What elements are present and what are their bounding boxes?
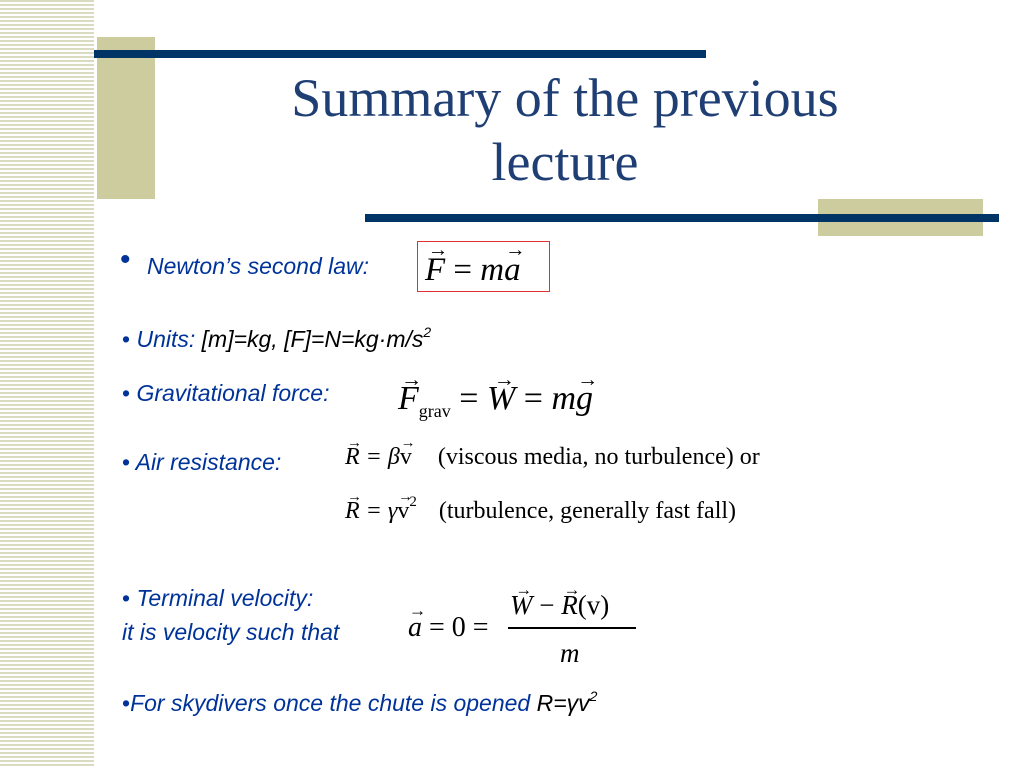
resistance-vector-2: → R xyxy=(345,498,360,525)
resistance-vector: → R xyxy=(345,444,360,471)
bullet-newton: • xyxy=(120,243,131,276)
air-formula-turbulent xyxy=(345,494,736,525)
air-formula-viscous xyxy=(345,444,760,471)
gravity-label: Gravitational force: xyxy=(136,380,330,406)
terminal-numerator xyxy=(510,590,609,621)
terminal-denominator: m xyxy=(560,638,580,668)
title-line-2: lecture xyxy=(491,132,639,192)
gravity-eq2: = xyxy=(523,380,543,417)
viscous-note: (viscous media, no turbulence) or xyxy=(437,444,760,470)
air-line xyxy=(122,449,281,476)
velocity-vector-2: → v xyxy=(397,498,409,525)
force-vector: → F xyxy=(425,252,445,289)
gravity-formula xyxy=(398,380,593,422)
bottom-rule xyxy=(365,214,999,222)
gravity-line xyxy=(122,380,329,407)
bullet-gravity: • xyxy=(122,380,131,406)
newton-label: Newton’s second law: xyxy=(147,253,370,279)
acceleration-vector: → a xyxy=(504,252,521,289)
gamma-term: = γ xyxy=(365,498,398,524)
bullet-units: • xyxy=(122,326,131,352)
equals-sign: = xyxy=(453,252,473,288)
mass-symbol: m xyxy=(480,252,505,288)
g-vector: → g xyxy=(576,380,593,418)
beta-term: = β xyxy=(365,444,400,470)
bullet-terminal: • xyxy=(122,585,131,611)
terminal-weight-vector: → W xyxy=(510,590,533,621)
terminal-label: Terminal velocity: xyxy=(136,585,314,611)
skydivers-text: For skydivers once the chute is opened xyxy=(130,690,531,716)
units-exponent: 2 xyxy=(423,324,432,340)
units-text: [m]=kg, [F]=N=kg·m/s xyxy=(201,326,424,352)
units-label: Units: xyxy=(136,326,196,352)
title-line-1: Summary of the previous xyxy=(291,68,839,128)
terminal-line-1 xyxy=(122,585,313,612)
gravity-subscript: grav xyxy=(418,401,451,421)
slide-title xyxy=(200,66,930,194)
terminal-equals: = 0 = xyxy=(429,612,489,643)
turbulent-note: (turbulence, generally fast fall) xyxy=(438,498,737,524)
striped-margin xyxy=(0,0,94,768)
units-line xyxy=(122,324,431,353)
gravity-force-vector: → F xyxy=(398,380,419,418)
top-rule xyxy=(94,50,706,58)
skydivers-formula: R=γv xyxy=(536,690,590,716)
terminal-lhs xyxy=(408,612,489,644)
velocity-vector: → v xyxy=(400,444,412,471)
terminal-line-2: it is velocity such that xyxy=(122,619,340,645)
bullet-skydivers: • xyxy=(122,690,131,716)
fraction-bar xyxy=(508,627,636,629)
newton-formula xyxy=(425,252,521,289)
velocity-exponent: 2 xyxy=(409,494,417,510)
terminal-resistance-vector: → R xyxy=(561,590,578,621)
terminal-v-arg: (v) xyxy=(577,590,610,620)
terminal-acceleration-vector: → a xyxy=(408,612,422,644)
accent-block-left xyxy=(97,37,155,199)
skydivers-line xyxy=(122,688,597,717)
air-label: Air resistance: xyxy=(135,449,282,475)
skydivers-exponent: 2 xyxy=(589,688,598,704)
bullet-air: • xyxy=(122,449,131,475)
gravity-mass: m xyxy=(551,380,577,417)
terminal-minus: − xyxy=(539,590,555,620)
weight-vector: → W xyxy=(487,380,515,418)
gravity-eq1: = xyxy=(459,380,479,417)
